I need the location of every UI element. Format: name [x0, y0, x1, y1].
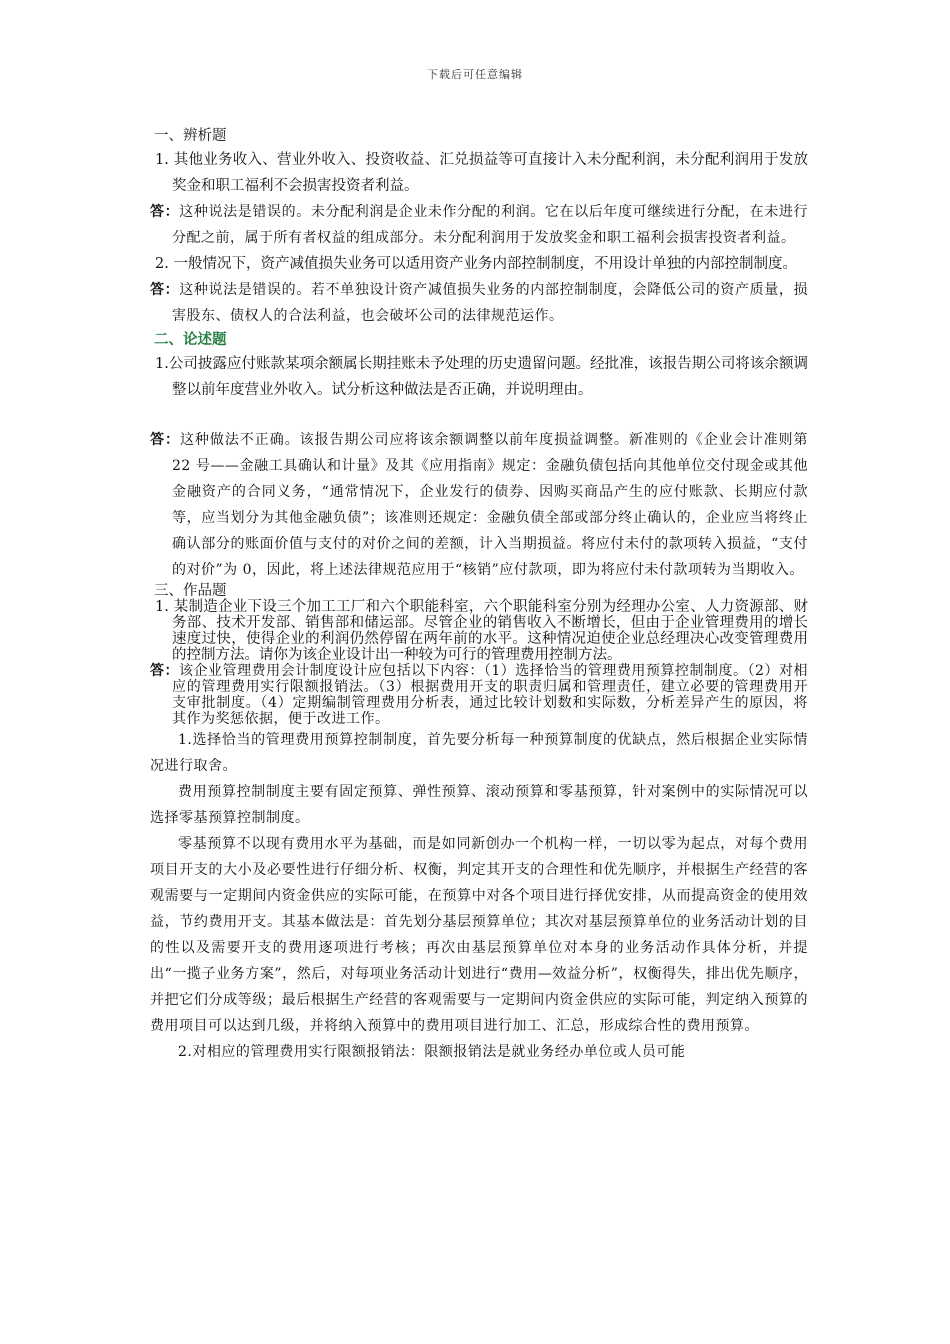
section-3-answer-1 [150, 663, 808, 727]
section-3-question-1: 1. 某制造企业下设三个加工工厂和六个职能科室，六个职能科室分别为经理办公室、人力资源部、财务部、技术开发部、销售部和储运部。尽管企业的销售收入不断增长，但由于企业管理费用的增长速度过快，使得企业的利润仍然停留在两年前的水平。这种情况迫使企业总经理决心改变管理费用的控制方法。请你为该企业设计出一种较为可行的管理费用控制方法。 [155, 599, 808, 663]
paragraph-1: 1.选择恰当的管理费用预算控制制度，首先要分析每一种预算制度的优缺点，然后根据企业实际情况进行取舍。 [150, 732, 808, 774]
answer-label: 答： [150, 282, 180, 298]
paragraph-2: 费用预算控制制度主要有固定预算、弹性预算、滚动预算和零基预算，针对案例中的实际情况可以选择零基预算控制制度。 [150, 784, 808, 826]
answer-text: 这种说法是错误的。未分配利润是企业未作分配的利润。它在以后年度可继续进行分配，在未进行分配之前，属于所有者权益的组成部分。未分配利润用于发放奖金和职工福利会损害投资者利益。 [172, 204, 808, 246]
page-header: 下载后可任意编辑 [427, 68, 523, 81]
section-1-question-2: 2. 一般情况下，资产减值损失业务可以适用资产业务内部控制制度，不用设计单独的内部控制制度。 [155, 256, 797, 272]
section-3-title: 三、作品题 [154, 583, 227, 599]
section-2-title: 二、论述题 [154, 331, 227, 348]
paragraph-3: 零基预算不以现有费用水平为基础，而是如同新创办一个机构一样，一切以零为起点，对每个费用项目开支的大小及必要性进行仔细分析、权衡，判定其开支的合理性和优先顺序，并根据生产经营的客观需要与一定期间内资金供应的实际可能，在预算中对各个项目进行择优安排，从而提高资金的使用效益，节约费用开支。其基本做法是：首先划分基层预算单位；其次对基层预算单位的业务活动计划的目的性以及需要开支的费用逐项进行考核；再次由基层预算单位对本身的业务活动作具体分析，并提出“一揽子业务方案”，然后，对每项业务活动计划进行“费用—效益分析”，权衡得失，排出优先顺序，并把它们分成等级；最后根据生产经营的客观需要与一定期间内资金供应的实际可能，判定纳入预算的费用项目可以达到几级，并将纳入预算中的费用项目进行加工、汇总，形成综合性的费用预算。 [150, 836, 808, 1034]
document-body [150, 125, 808, 1065]
spacer [150, 403, 808, 427]
section-2-question-1: 1.公司披露应付账款某项余额属长期挂账未予处理的历史遗留问题。经批准，该报告期公司将该余额调整以前年度营业外收入。试分析这种做法是否正确，并说明理由。 [155, 356, 808, 398]
section-1-title: 一、辨析题 [154, 128, 227, 144]
answer-label: 答： [150, 204, 180, 220]
answer-text: 这种做法不正确。该报告期公司应将该余额调整以前年度损益调整。新准则的《企业会计准则第 22 号——金融工具确认和计量》及其《应用指南》规定：金融负债包括向其他单位交付现金或其他金融资产的合同义务，“通常情况下，企业发行的债券、因购买商品产生的应付账款、长期应付款等，应当划分为其他金融负债”；该准则还规定：金融负债全部或部分终止确认的，企业应当将终止确认部分的账面价值与支付的对价之间的差额，计入当期损益。将应付未付的款项转入损益，“支付的对价”为 0，因此，将上述法律规范应用于“核销”应付款项，即为将应付未付款项转为当期收入。 [172, 432, 809, 578]
paragraph-4: 2.对相应的管理费用实行限额报销法：限额报销法是就业务经办单位或人员可能 [178, 1044, 686, 1060]
answer-text: 该企业管理费用会计制度设计应包括以下内容：（1）选择恰当的管理费用预算控制制度。（2）对相应的管理费用实行限额报销法。（3）根据费用开支的职责归属和管理责任，建立必要的管理费用开支审批制度。（4）定期编制管理费用分析表，通过比较计划数和实际数，分析差异产生的原因，将其作为奖惩依据，便于改进工作。 [172, 663, 809, 727]
answer-label: 答： [150, 663, 180, 679]
section-1-answer-2 [150, 277, 808, 329]
section-2-answer-1 [150, 427, 808, 583]
section-1-question-1: 1. 其他业务收入、营业外收入、投资收益、汇兑损益等可直接计入未分配利润，未分配利润用于发放奖金和职工福利不会损害投资者利益。 [155, 152, 808, 194]
answer-text: 这种说法是错误的。若不单独设计资产减值损失业务的内部控制制度，会降低公司的资产质量，损害股东、债权人的合法利益，也会破坏公司的法律规范运作。 [172, 282, 808, 324]
answer-label: 答： [150, 432, 180, 448]
section-1-answer-1 [150, 199, 808, 251]
